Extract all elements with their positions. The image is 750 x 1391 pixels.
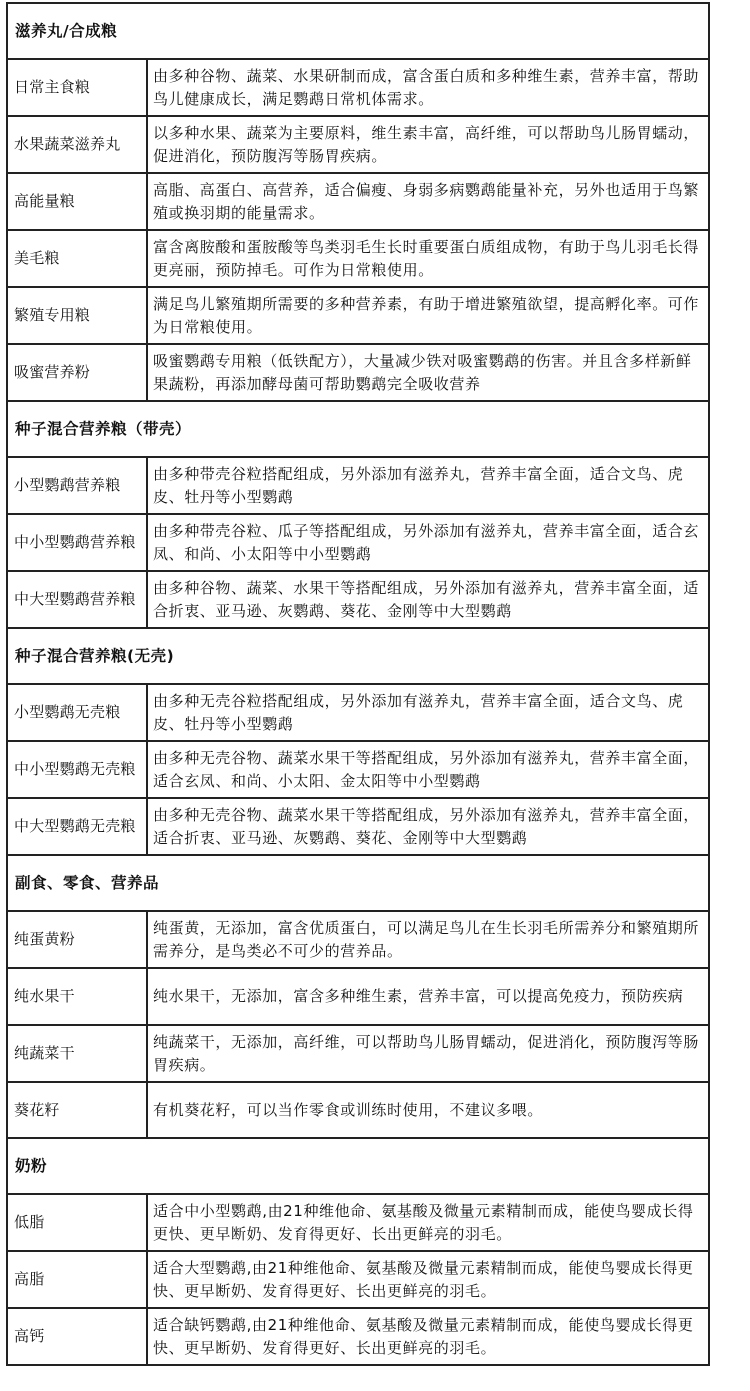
table-row	[7, 1082, 709, 1138]
product-description: 适合大型鹦鹉,由21种维他命、氨基酸及微量元素精制而成，能使鸟婴成长得更快、更早断奶、发育得更好、长出更鲜亮的羽毛。	[147, 1251, 709, 1308]
product-name: 中大型鹦鹉无壳粮	[7, 798, 147, 855]
product-table-body	[7, 3, 709, 1365]
section-title: 奶粉	[7, 1138, 709, 1194]
product-description: 纯蔬菜干，无添加，高纤维，可以帮助鸟儿肠胃蠕动，促进消化，预防腹泻等肠胃疾病。	[147, 1025, 709, 1082]
product-name: 小型鹦鹉无壳粮	[7, 684, 147, 741]
product-name: 纯水果干	[7, 968, 147, 1025]
product-name: 中大型鹦鹉营养粮	[7, 571, 147, 628]
table-row	[7, 571, 709, 628]
product-description: 高脂、高蛋白、高营养，适合偏瘦、身弱多病鹦鹉能量补充，另外也适用于鸟繁殖或换羽期的能量需求。	[147, 173, 709, 230]
table-row	[7, 1251, 709, 1308]
product-name: 小型鹦鹉营养粮	[7, 457, 147, 514]
table-row	[7, 173, 709, 230]
product-name: 纯蛋黄粉	[7, 911, 147, 968]
table-row	[7, 1194, 709, 1251]
product-name: 日常主食粮	[7, 59, 147, 116]
product-name: 纯蔬菜干	[7, 1025, 147, 1082]
table-row	[7, 968, 709, 1025]
section-title: 种子混合营养粮（带壳）	[7, 401, 709, 457]
table-row	[7, 344, 709, 401]
table-row	[7, 287, 709, 344]
section-title: 滋养丸/合成粮	[7, 3, 709, 59]
product-description: 纯水果干，无添加，富含多种维生素，营养丰富，可以提高免疫力，预防疾病	[147, 968, 709, 1025]
product-name: 高脂	[7, 1251, 147, 1308]
table-row	[7, 59, 709, 116]
product-description: 由多种带壳谷粒搭配组成，另外添加有滋养丸，营养丰富全面，适合文鸟、虎皮、牡丹等小型鹦鹉	[147, 457, 709, 514]
product-table	[6, 2, 710, 1366]
product-description: 由多种谷物、蔬菜、水果干等搭配组成，另外添加有滋养丸，营养丰富全面，适合折衷、亚马逊、灰鹦鹉、葵花、金刚等中大型鹦鹉	[147, 571, 709, 628]
product-description: 由多种无壳谷粒搭配组成，另外添加有滋养丸，营养丰富全面，适合文鸟、虎皮、牡丹等小型鹦鹉	[147, 684, 709, 741]
table-row	[7, 116, 709, 173]
product-description: 富含离胺酸和蛋胺酸等鸟类羽毛生长时重要蛋白质组成物，有助于鸟儿羽毛长得更亮丽，预防掉毛。可作为日常粮使用。	[147, 230, 709, 287]
product-name: 中小型鹦鹉营养粮	[7, 514, 147, 571]
product-name: 中小型鹦鹉无壳粮	[7, 741, 147, 798]
product-name: 葵花籽	[7, 1082, 147, 1138]
product-name: 美毛粮	[7, 230, 147, 287]
section-header-row	[7, 628, 709, 684]
product-description: 有机葵花籽，可以当作零食或训练时使用，不建议多喂。	[147, 1082, 709, 1138]
product-name: 吸蜜营养粉	[7, 344, 147, 401]
table-row	[7, 230, 709, 287]
product-description: 适合中小型鹦鹉,由21种维他命、氨基酸及微量元素精制而成，能使鸟婴成长得更快、更早断奶、发育得更好、长出更鲜亮的羽毛。	[147, 1194, 709, 1251]
product-description: 适合缺钙鹦鹉,由21种维他命、氨基酸及微量元素精制而成，能使鸟婴成长得更快、更早断奶、发育得更好、长出更鲜亮的羽毛。	[147, 1308, 709, 1365]
section-title: 种子混合营养粮(无壳)	[7, 628, 709, 684]
section-header-row	[7, 3, 709, 59]
table-row	[7, 1025, 709, 1082]
product-description: 以多种水果、蔬菜为主要原料，维生素丰富，高纤维，可以帮助鸟儿肠胃蠕动，促进消化，预防腹泻等肠胃疾病。	[147, 116, 709, 173]
product-description: 满足鸟儿繁殖期所需要的多种营养素，有助于增进繁殖欲望，提高孵化率。可作为日常粮使用。	[147, 287, 709, 344]
section-header-row	[7, 1138, 709, 1194]
section-title: 副食、零食、营养品	[7, 855, 709, 911]
product-description: 由多种带壳谷粒、瓜子等搭配组成，另外添加有滋养丸，营养丰富全面，适合玄凤、和尚、小太阳等中小型鹦鹉	[147, 514, 709, 571]
product-description: 吸蜜鹦鹉专用粮（低铁配方），大量减少铁对吸蜜鹦鹉的伤害。并且含多样新鲜果蔬粉，再添加酵母菌可帮助鹦鹉完全吸收营养	[147, 344, 709, 401]
product-description: 由多种无壳谷物、蔬菜水果干等搭配组成，另外添加有滋养丸，营养丰富全面，适合折衷、亚马逊、灰鹦鹉、葵花、金刚等中大型鹦鹉	[147, 798, 709, 855]
product-description: 由多种无壳谷物、蔬菜水果干等搭配组成，另外添加有滋养丸，营养丰富全面，适合玄凤、和尚、小太阳、金太阳等中小型鹦鹉	[147, 741, 709, 798]
product-name: 高能量粮	[7, 173, 147, 230]
product-name: 低脂	[7, 1194, 147, 1251]
table-row	[7, 741, 709, 798]
product-description: 由多种谷物、蔬菜、水果研制而成，富含蛋白质和多种维生素，营养丰富，帮助鸟儿健康成长，满足鹦鹉日常机体需求。	[147, 59, 709, 116]
section-header-row	[7, 401, 709, 457]
product-name: 高钙	[7, 1308, 147, 1365]
product-name: 水果蔬菜滋养丸	[7, 116, 147, 173]
table-row	[7, 684, 709, 741]
table-row	[7, 1308, 709, 1365]
table-row	[7, 457, 709, 514]
table-row	[7, 798, 709, 855]
section-header-row	[7, 855, 709, 911]
product-name: 繁殖专用粮	[7, 287, 147, 344]
table-row	[7, 911, 709, 968]
product-description: 纯蛋黄，无添加，富含优质蛋白，可以满足鸟儿在生长羽毛所需养分和繁殖期所需养分，是鸟类必不可少的营养品。	[147, 911, 709, 968]
table-row	[7, 514, 709, 571]
